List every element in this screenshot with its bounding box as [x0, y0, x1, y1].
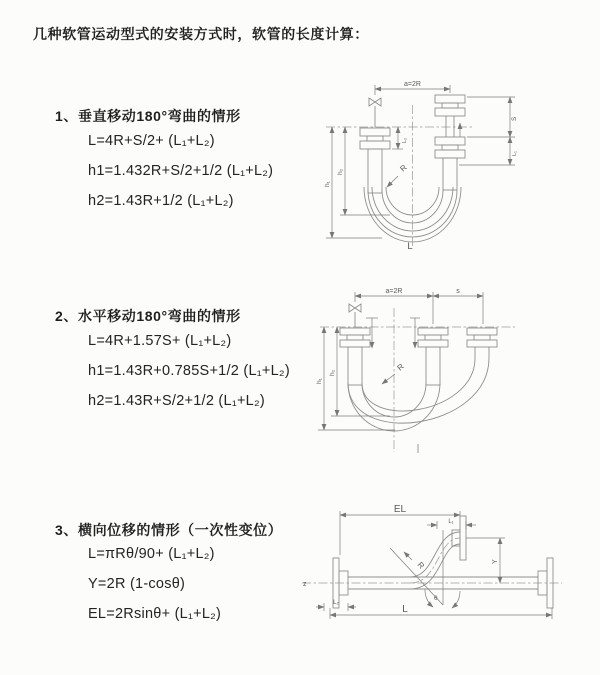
label-h2: h₂ — [337, 168, 344, 175]
label-l-bottom: L — [402, 604, 408, 615]
diagram-lateral-displacement — [300, 505, 600, 650]
label-l2: L₂ — [333, 600, 339, 606]
hose-u-curves — [348, 358, 489, 453]
diagram-vertical-180-bend — [310, 75, 590, 255]
right-hose-fitting — [467, 328, 497, 358]
axis-mark: z — [303, 581, 307, 588]
label-h2: h₂ — [329, 369, 336, 376]
label-a-2r: a=2R — [385, 288, 403, 295]
label-l2: L₂ — [402, 137, 408, 143]
left-hose-fitting — [340, 328, 370, 385]
section-2-formula-h1: h1=1.43R+0.785S+1/2 (L₁+L₂) — [88, 363, 290, 379]
label-s: s — [456, 288, 460, 295]
middle-hose-fitting — [418, 328, 448, 385]
radius-callout — [387, 163, 409, 187]
dimension-l — [330, 604, 552, 619]
dimension-top-width — [375, 81, 450, 95]
label-r: R — [415, 560, 427, 571]
dimension-el — [340, 504, 460, 555]
section-3-formula-EL: EL=2Rsinθ+ (L₁+L₂) — [88, 606, 222, 622]
section-2-formula-h2: h2=1.43R+S/2+1/2 (L₁+L₂) — [88, 393, 265, 409]
label-y: Y — [492, 559, 499, 564]
centerlines — [326, 105, 472, 247]
section-2-formula-L: L=4R+1.57S+ (L₁+L₂) — [88, 333, 232, 349]
page-title: 几种软管运动型式的安装方式时，软管的长度计算： — [33, 26, 369, 42]
label-a-2r: a=2R — [404, 81, 421, 88]
dimension-l2 — [316, 600, 356, 611]
label-l1: L₁ — [512, 151, 518, 156]
section-1-heading: 1、垂直移动180°弯曲的情形 — [55, 108, 241, 124]
label-l-bottom: L — [407, 241, 413, 252]
dimension-top-width — [355, 288, 483, 324]
label-theta: θ — [434, 595, 438, 602]
section-3-formula-Y: Y=2R (1-cosθ) — [88, 576, 186, 592]
label-r: R — [395, 361, 406, 373]
label-el: EL — [393, 504, 407, 515]
centerlines — [302, 538, 562, 588]
angle-construction — [390, 530, 460, 608]
label-l1: L₁ — [448, 519, 454, 525]
section-1-formula-L: L=4R+S/2+ (L₁+L₂) — [88, 133, 215, 149]
label-s: S — [511, 116, 518, 121]
dimension-stroke-right — [459, 97, 518, 165]
diagram-horizontal-180-bend — [310, 280, 600, 460]
left-hose-fitting — [360, 128, 390, 193]
movement-arrows — [366, 318, 420, 348]
label-h1: h₁ — [316, 378, 323, 384]
section-3-formula-L: L=πRθ/90+ (L₁+L₂) — [88, 546, 215, 562]
dimension-l1 — [427, 519, 476, 529]
section-1-formula-h1: h1=1.432R+S/2+1/2 (L₁+L₂) — [88, 163, 274, 179]
label-r: R — [398, 162, 409, 174]
dimension-heights — [324, 127, 408, 238]
dimension-heights — [316, 327, 395, 430]
section-1-formula-h2: h2=1.43R+1/2 (L₁+L₂) — [88, 193, 234, 209]
valve-icon — [369, 98, 381, 127]
section-3-heading: 3、横向位移的情形（一次性变位） — [55, 522, 283, 538]
centerlines — [320, 308, 515, 452]
label-h1: h₁ — [324, 181, 331, 187]
right-hose-fitting — [435, 95, 465, 190]
section-2-heading: 2、水平移动180°弯曲的情形 — [55, 308, 241, 324]
dimension-y — [466, 538, 505, 583]
valve-icon — [349, 304, 361, 327]
